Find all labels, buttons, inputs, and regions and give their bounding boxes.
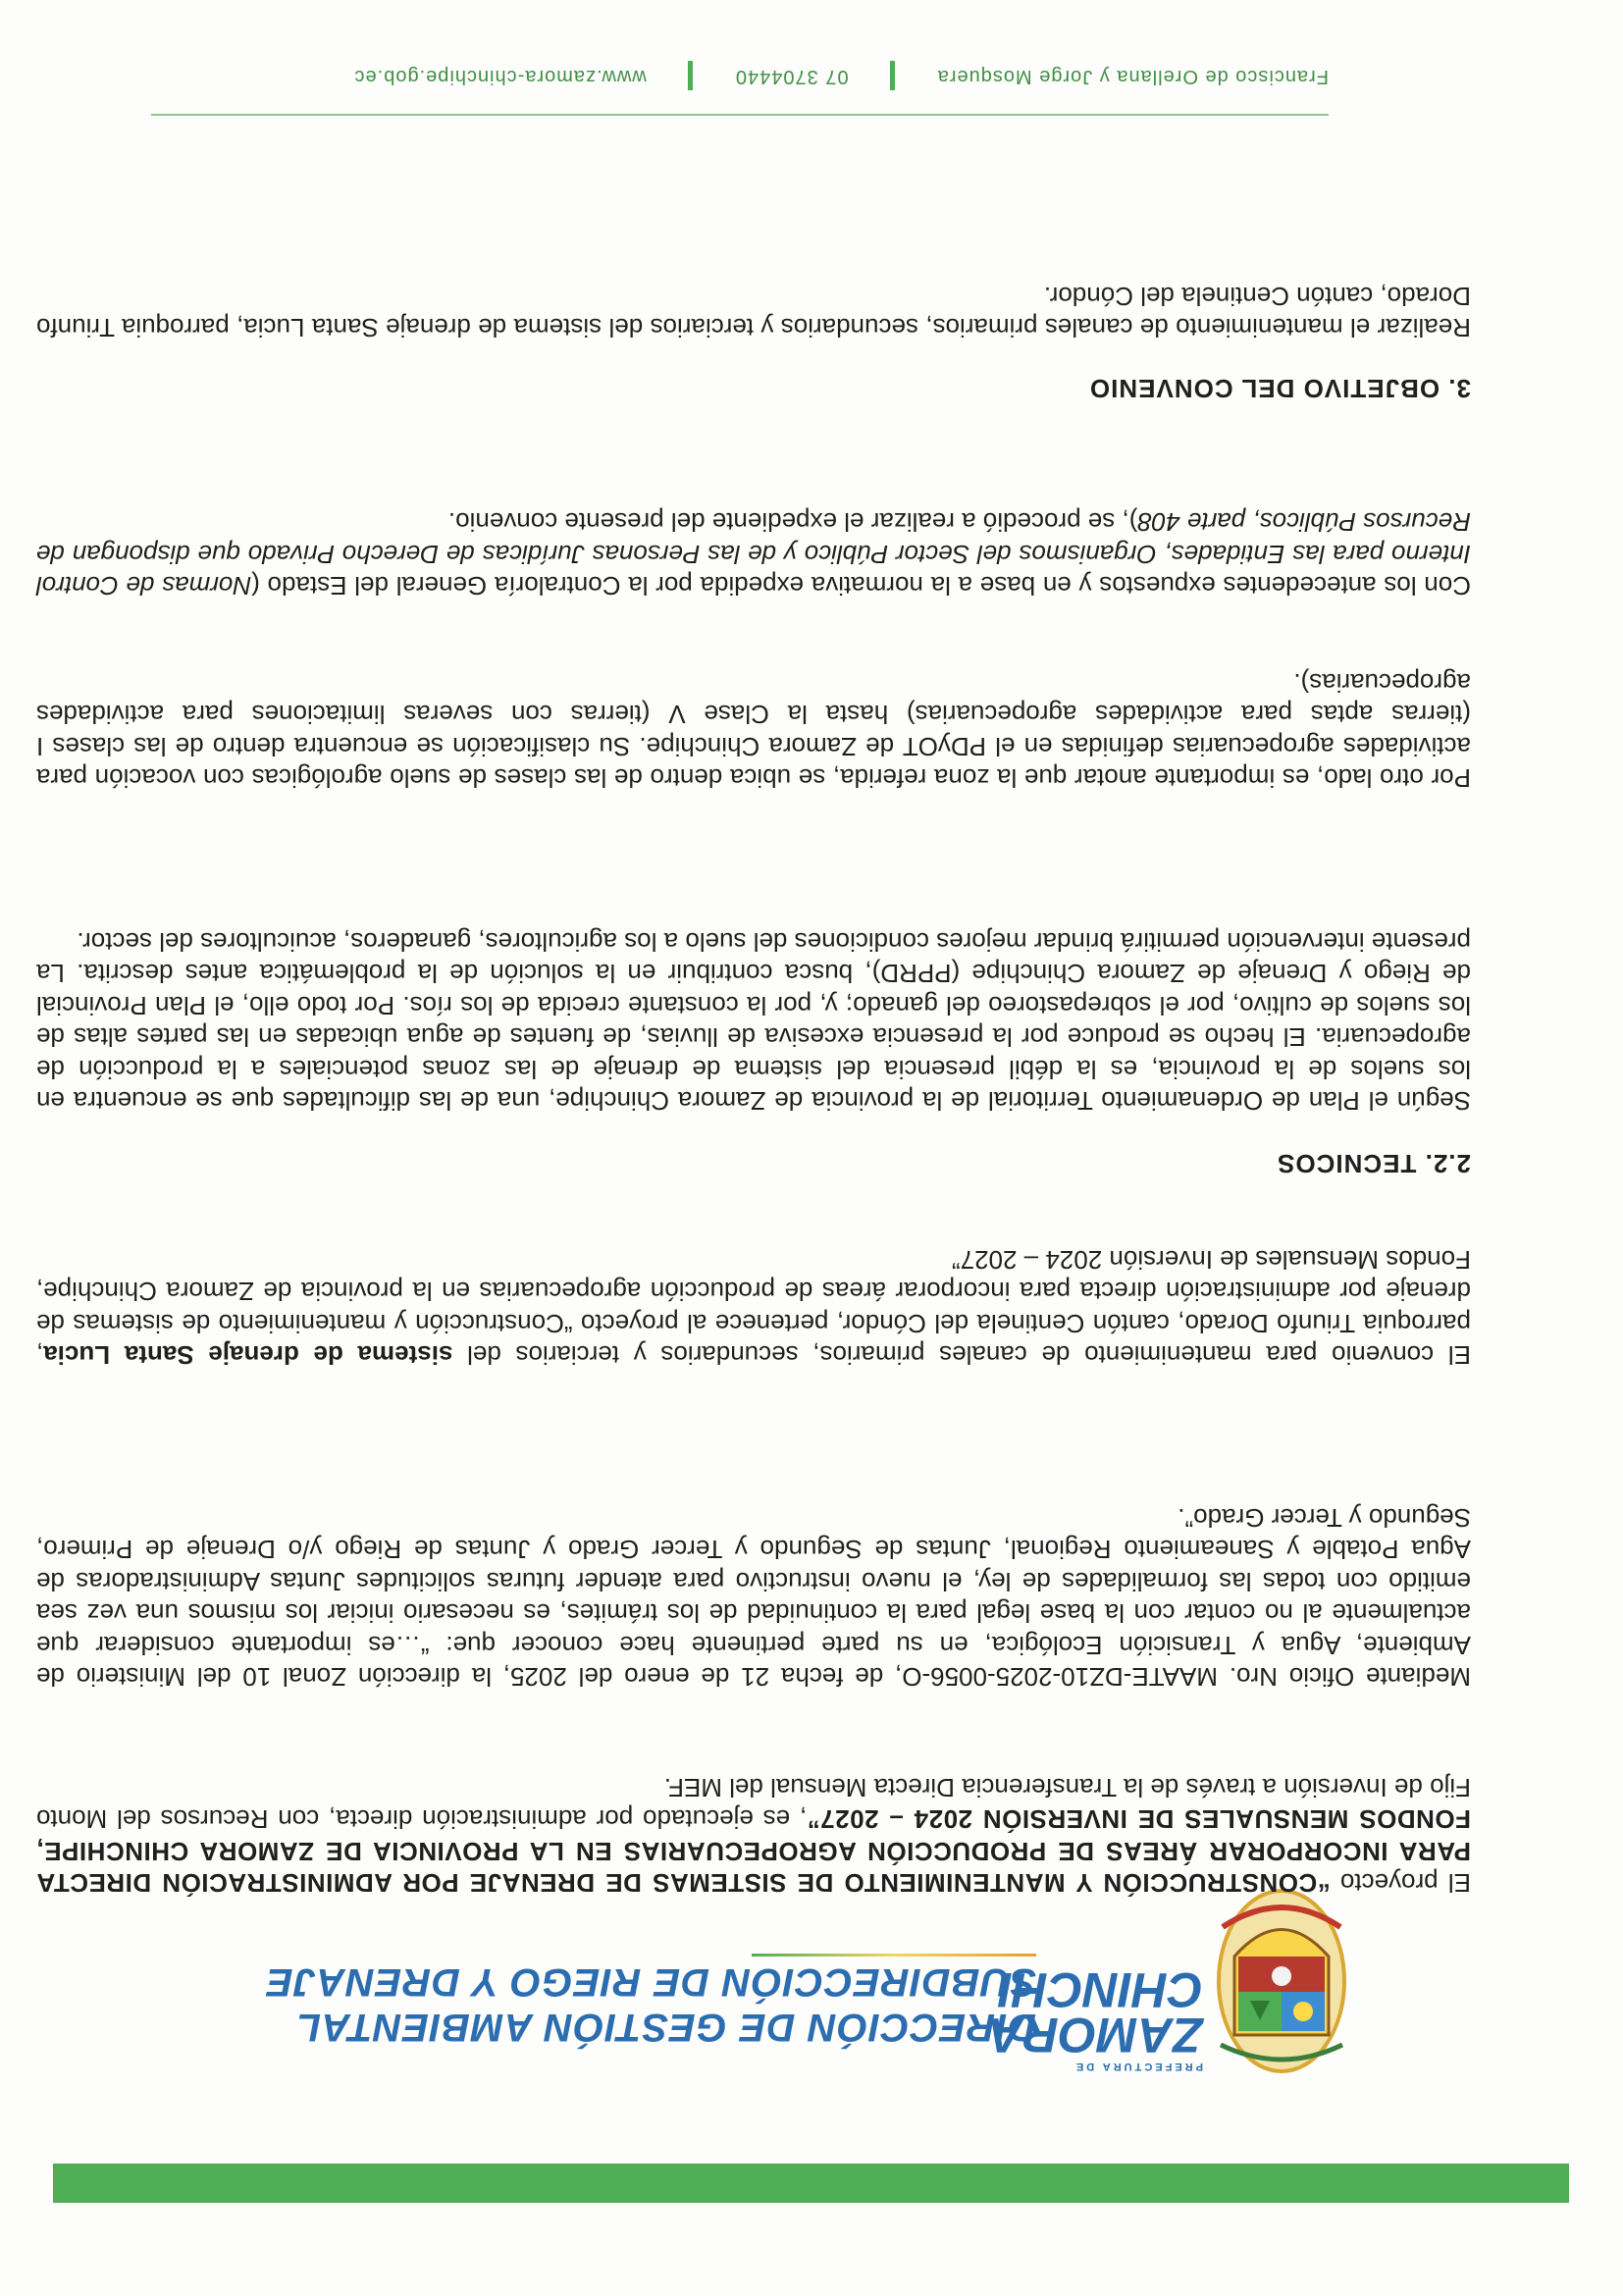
paragraph-oficio: Mediante Oficio Nro. MAATE-DZ10-2025-0056-O, de fecha 21 de enero del 2025, la dirección Zonal 10 del Ministerio de Ambiente, Agua y Transición Ecológica, en su parte pertinente hace conocer que: “…es importante considerar que actualmente al no contar con la base legal para la continuidad de los trámites, es necesario iniciar los mismos una vez sea emitido con todas las formalidades de ley, el nuevo instructivo para atender futuras solicitudes Juntas Administradoras de Agua Potable y Saneamiento Regional, Juntas de Segundo y Tercer Grado y Juntas de Riego y/o Drenaje de Primero, Segundo y Tercer Grado”. bbox=[36, 1502, 1471, 1692]
paragraph-project-tail: , es ejecutado por administración directa, con Recursos del Monto Fijo de Inversión a través de la Transferencia Directa Mensual del MEF. bbox=[36, 1772, 1471, 1835]
department-title: DIRECCIÓN DE GESTIÓN AMBIENTAL bbox=[295, 2006, 1036, 2049]
paragraph-tecnicos: Según el Plan de Ordenamiento Territorial de la provincia de Zamora Chinchipe, una de las dificultades que se encuentra en los suelos de la provincia, es la débil presencia del sistema de drenaje de las zonas potenciales a la producción de agropecuaria. El hecho se produce por la presencia excesiva de lluvias, de fuentes de agua ubicadas en las partes altas de los suelos de cultivo, por el sobrepastoreo del ganado; y, por la constante crecida de los ríos. Por todo ello, el Plan Provincial de Riego y Drenaje de Zamora Chinchipe (PPRD), busca contribuir en la solución de la problemática antes descrita. La presente intervención permitirá brindar mejores condiciones del suelo a los agricultores, ganaderos, acuicultores del sector. bbox=[36, 926, 1471, 1116]
header-green-bar bbox=[53, 2164, 1569, 2203]
footer-separator bbox=[688, 61, 693, 90]
footer-separator bbox=[890, 61, 895, 90]
brand-name-line2: CHINCHI bbox=[998, 1962, 1203, 2017]
footer-divider bbox=[151, 114, 1329, 116]
brand-prefix: PREFECTURA DE bbox=[1073, 2061, 1203, 2072]
paragraph-antecedentes-tail: ), se procedió a realizar el expediente del presente convenio. bbox=[447, 507, 1138, 538]
footer bbox=[190, 61, 1329, 90]
normativa-reference: Normas de Control Interno para las Entidades, Organismos del Sector Público y de las Personas Jurídicas de Derecho Privado que dispongan de Recursos Públicos, parte 408 bbox=[36, 507, 1471, 600]
section-heading-objetivo: 3. OBJETIVO DEL CONVENIO bbox=[1088, 374, 1471, 403]
footer-address: Francisco de Orellana y Jorge Mosquera bbox=[936, 65, 1329, 87]
paragraph-convenio bbox=[36, 1243, 1471, 1371]
paragraph-project-lead: El proyecto bbox=[1330, 1868, 1471, 1898]
paragraph-project bbox=[36, 1771, 1471, 1899]
drainage-system-name: sistema de drenaje Santa Lucia bbox=[43, 1340, 453, 1370]
footer-website-link[interactable]: www.zamora-chinchipe.gob.ec bbox=[353, 65, 647, 87]
prefectura-crest-logo bbox=[1215, 1888, 1348, 2074]
paragraph-antecedentes bbox=[36, 506, 1471, 601]
paragraph-objetivo: Realizar el mantenimiento de canales primarios, secundarios y terciarios del sistema de drenaje Santa Lucia, parroquia Triunfo Dorado, cantón Centinela del Cóndor. bbox=[36, 281, 1471, 342]
paragraph-convenio-lead: El convenio para mantenimiento de canales primarios, secundarios y terciarios del bbox=[452, 1340, 1471, 1370]
paragraph-convenio-tail: , parroquia Triunfo Dorado, cantón Centinela del Cóndor, pertenece al proyecto “Construcción y mantenimiento de sistemas de drenaje por administración directa para incorporar áreas de producción agropecuarias en la provincia de Zamora Chinchipe, Fondos Mensuales de Inversión 2024 – 2027” bbox=[36, 1244, 1471, 1370]
project-title: “CONSTRUCCIÓN Y MANTENIMIENTO DE SISTEMAS DE DRENAJE POR ADMINISTRACIÓN DIRECTA PARA INCORPORAR ÁREAS DE PRODUCCIÓN AGROPECUARIAS EN LA PROVINCIA DE ZAMORA CHINCHIPE, FONDOS MENSUALES DE INVERSIÓN 2024 – 2027” bbox=[36, 1804, 1471, 1898]
footer-phone: 07 3704440 bbox=[734, 65, 849, 87]
subdepartment-title: SUBDIRECCIÓN DE RIEGO Y DRENAJE bbox=[265, 1960, 1036, 2004]
paragraph-antecedentes-lead: Con los antecedentes expuestos y en base a la normativa expedida por la Contraloría General del Estado ( bbox=[251, 571, 1471, 600]
header-accent-line bbox=[752, 1954, 1036, 1957]
paragraph-suelos: Por otro lado, es importante anotar que la zona referida, se ubica dentro de las clases de suelo agrológicas con vocación para actividades agropecuarias definidas en el PDyOT de Zamora Chinchipe. Su clasificación se encuentra dentro de las clases I (tierras aptas para actividades agropecuarias) hasta la Clase V (tierras con severas limitaciones para actividades agropecuarias). bbox=[36, 667, 1471, 793]
section-heading-tecnicos: 2.2. TECNICOS bbox=[1277, 1149, 1471, 1178]
brand-name-line1: ZAMORA bbox=[987, 2008, 1203, 2062]
